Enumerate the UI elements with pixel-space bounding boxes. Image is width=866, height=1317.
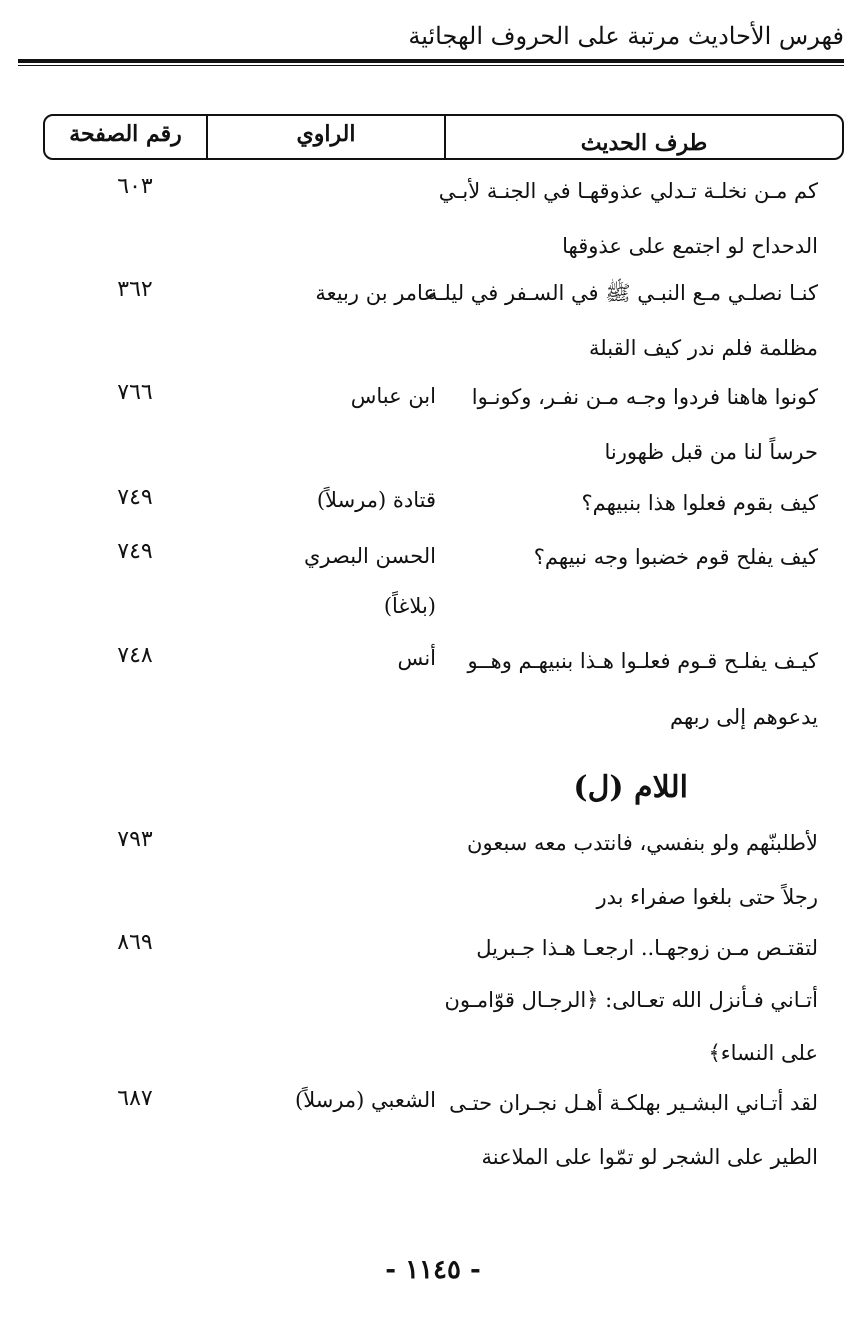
hadith-line: حرساً لنا من قبل ظهورنا	[604, 440, 818, 464]
hadith-line: كيـف يفلـح قـوم فعلـوا هـذا بنبيهـم وهــو	[467, 649, 818, 673]
hadith-line: لقد أتـاني البشـير بهلكـة أهـل نجـران حتـى	[449, 1091, 818, 1115]
page-ref: ٦٨٧	[117, 1086, 153, 1111]
page-ref: ٦٠٣	[117, 174, 153, 199]
hadith-line: يدعوهم إلى ربهم	[669, 705, 818, 729]
page-ref: ٣٦٢	[117, 277, 153, 302]
rawi: أنس	[397, 646, 436, 670]
page-ref: ٧٩٣	[117, 827, 153, 852]
table-header	[43, 114, 844, 160]
hadith-line: مظلمة فلم ندر كيف القبلة	[589, 336, 818, 360]
hadith-line: على النساء﴾	[708, 1041, 818, 1065]
hadith-line: الطير على الشجر لو تمّوا على الملاعنة	[481, 1145, 818, 1169]
column-header-rawi: الراوي	[206, 114, 444, 158]
rawi: الحسن البصري	[304, 544, 436, 568]
hadith-line: كونوا هاهنا فردوا وجـه مـن نفـر، وكونـوا	[471, 385, 818, 409]
column-header-page: رقم الصفحة	[69, 121, 182, 147]
hadith-line: كيف بقوم فعلوا هذا بنبيهم؟	[581, 491, 818, 515]
hadith-line: أتـاني فـأنزل الله تعـالى: ﴿الرجـال قوّامـون	[444, 988, 818, 1012]
page-ref: ٧٦٦	[117, 380, 153, 405]
rawi: الشعبي (مرسلاً)	[295, 1088, 436, 1112]
page-ref: ٧٤٨	[117, 643, 153, 668]
hadith-line: الدحداح لو اجتمع على عذوقها	[562, 234, 818, 258]
rawi: (بلاغاً)	[383, 594, 436, 618]
page-ref: ٧٤٩	[117, 539, 153, 564]
rawi: قتادة (مرسلاً)	[316, 488, 436, 512]
header-rule	[18, 59, 844, 63]
section-heading: اللام (ل)	[573, 770, 688, 805]
hadith-line: كنـا نصلـي مـع النبـي ﷺ في السـفر في ليلـة	[427, 281, 818, 305]
rawi: عامر بن ربيعة	[315, 281, 436, 305]
header-rule-thin	[18, 65, 844, 66]
hadith-line: رجلاً حتى بلغوا صفراء بدر	[596, 885, 818, 909]
page-ref: ٨٦٩	[117, 930, 153, 955]
hadith-line: كم مـن نخلـة تـدلي عذوقهـا في الجنـة لأبـي	[438, 179, 818, 203]
page-number: - ١١٤٥ -	[385, 1255, 481, 1285]
rawi: ابن عباس	[350, 384, 436, 408]
hadith-line: لأطلبنّهم ولو بنفسي، فانتدب معه سبعون	[467, 831, 818, 855]
page-ref: ٧٤٩	[117, 485, 153, 510]
hadith-line: لتقتـص مـن زوجهـا.. ارجعـا هـذا جـبريل	[476, 936, 818, 960]
running-head: فهرس الأحاديث مرتبة على الحروف الهجائية	[408, 22, 844, 50]
column-header-hadith: طرف الحديث	[444, 116, 842, 158]
hadith-line: كيف يفلح قوم خضبوا وجه نبيهم؟	[533, 545, 818, 569]
